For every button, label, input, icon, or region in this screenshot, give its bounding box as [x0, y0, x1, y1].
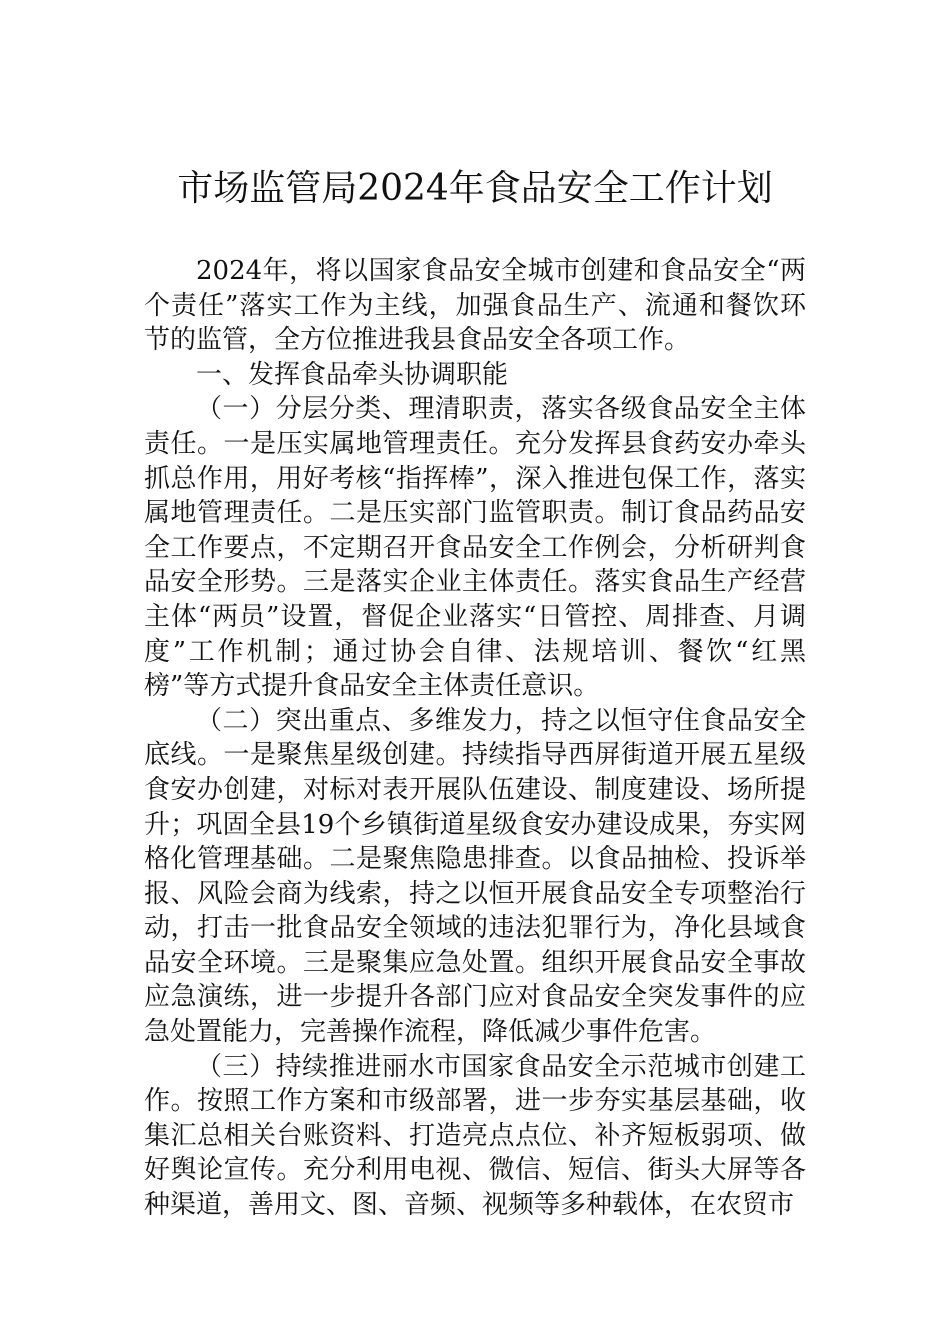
paragraph-intro: 2024年，将以国家食品安全城市创建和食品安全“两个责任”落实工作为主线，加强食品生产、流通和餐饮环节的监管，全方位推进我县食品安全各项工作。: [144, 256, 806, 356]
paragraph-item-3: （三）持续推进丽水市国家食品安全示范城市创建工作。按照工作方案和市级部署，进一步夯实基层基础，收集汇总相关台账资料、打造亮点点位、补齐短板弱项、做好舆论宣传。充分利用电视、微信、短信、街头大屏等各种渠道，善用文、图、音频、视频等多种载体，在农贸市: [144, 1051, 806, 1221]
paragraph-item-2: （二）突出重点、多维发力，持之以恒守住食品安全底线。一是聚焦星级创建。持续指导西屏街道开展五星级食安办创建，对标对表开展队伍建设、制度建设、场所提升；巩固全县19个乡镇街道星级食安办建设成果，夯实网格化管理基础。二是聚焦隐患排查。以食品抽检、投诉举报、风险会商为线索，持之以恒开展食品安全专项整治行动，打击一批食品安全领域的违法犯罪行为，净化县域食品安全环境。三是聚集应急处置。组织开展食品安全事故应急演练，进一步提升各部门应对食品安全突发事件的应急处置能力，完善操作流程，降低减少事件危害。: [144, 705, 806, 1048]
paragraph-item-1: （一）分层分类、理清职责，落实各级食品安全主体责任。一是压实属地管理责任。充分发挥县食药安办牵头抓总作用，用好考核“指挥棒”，深入推进包保工作，落实属地管理责任。二是压实部门监管职责。制订食品药品安全工作要点，不定期召开食品安全工作例会，分析研判食品安全形势。三是落实企业主体责任。落实食品生产经营主体“两员”设置，督促企业落实“日管控、周排查、月调度”工作机制；通过协会自律、法规培训、餐饮“红黑榜”等方式提升食品安全主体责任意识。: [144, 394, 806, 702]
document-body: [144, 254, 806, 1223]
section-heading-1: 一、发挥食品牵头协调职能: [196, 359, 509, 390]
document-title: 市场监管局2024年食品安全工作计划: [177, 168, 773, 209]
